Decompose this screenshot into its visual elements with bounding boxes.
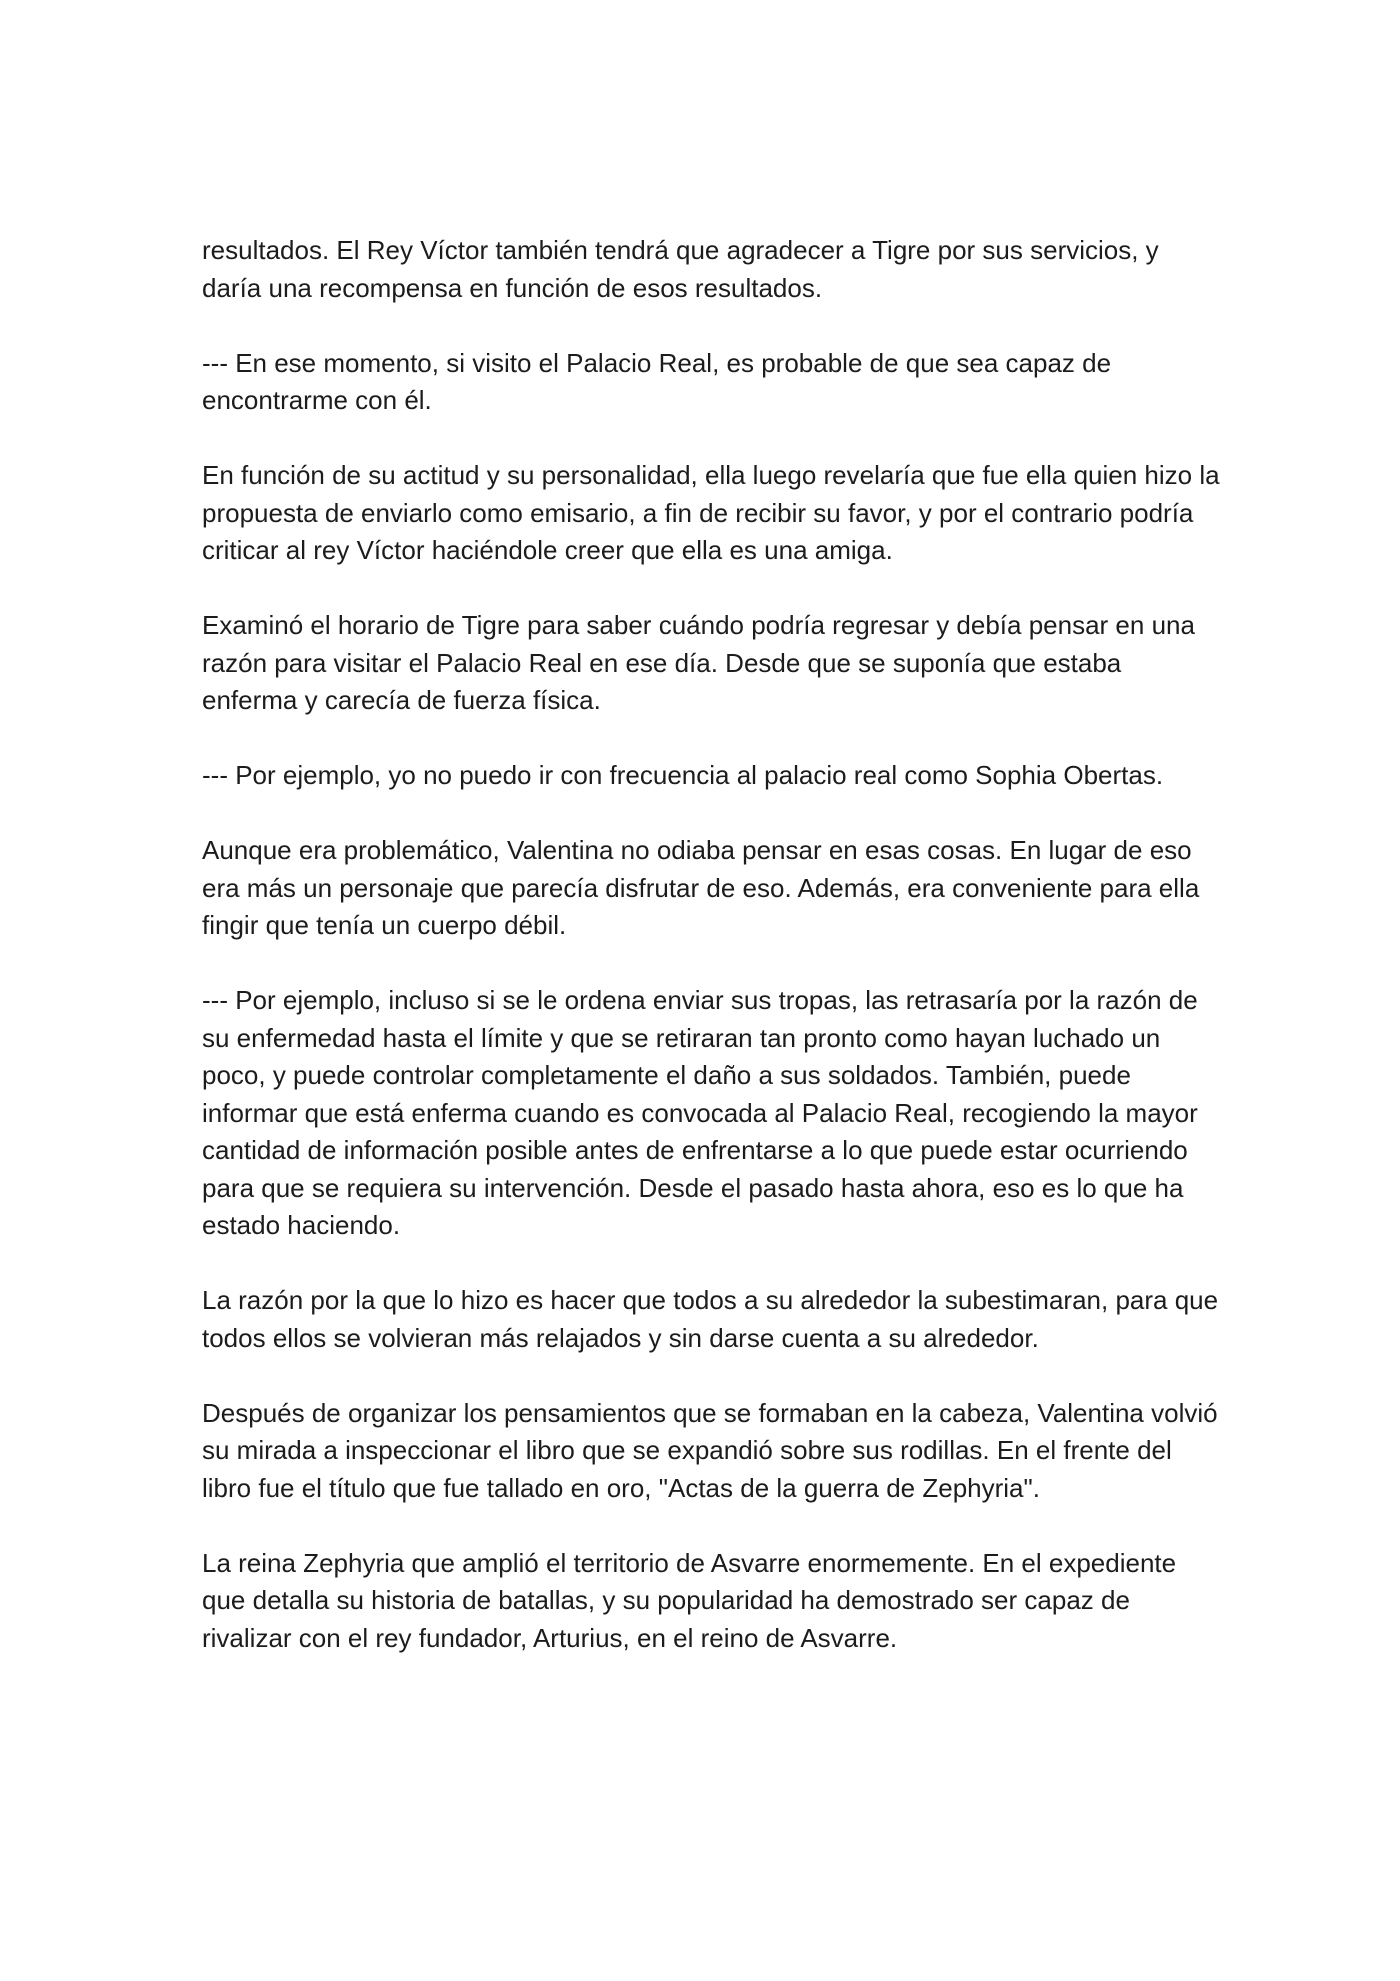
paragraph: Aunque era problemático, Valentina no odiaba pensar en esas cosas. En lugar de eso era más un personaje que parecía disfrutar de eso. Además, era conveniente para ella fingir que tenía un cuerpo débil. xyxy=(202,835,1200,940)
paragraph: Examinó el horario de Tigre para saber cuándo podría regresar y debía pensar en una razón para visitar el Palacio Real en ese día. Desde que se suponía que estaba enferma y carecía de fuerza física. xyxy=(202,610,1195,715)
paragraph: --- Por ejemplo, yo no puedo ir con frecuencia al palacio real como Sophia Obertas. xyxy=(202,760,1164,790)
paragraph: resultados. El Rey Víctor también tendrá que agradecer a Tigre por sus servicios, y daría una recompensa en función de esos resultados. xyxy=(202,235,1159,303)
paragraph: En función de su actitud y su personalidad, ella luego revelaría que fue ella quien hizo la propuesta de enviarlo como emisario, a fin de recibir su favor, y por el contrario podría criticar al rey Víctor haciéndole creer que ella es una amiga. xyxy=(202,460,1220,565)
paragraph: La razón por la que lo hizo es hacer que todos a su alrededor la subestimaran, para que todos ellos se volvieran más relajados y sin darse cuenta a su alrededor. xyxy=(202,1285,1219,1353)
document-text-body xyxy=(202,232,1222,1657)
paragraph: --- Por ejemplo, incluso si se le ordena enviar sus tropas, las retrasaría por la razón de su enfermedad hasta el límite y que se retiraran tan pronto como hayan luchado un poco, y puede controlar completamente el daño a sus soldados. También, puede informar que está enferma cuando es convocada al Palacio Real, recogiendo la mayor cantidad de información posible antes de enfrentarse a lo que puede estar ocurriendo para que se requiera su intervención. Desde el pasado hasta ahora, eso es lo que ha estado haciendo. xyxy=(202,985,1198,1240)
paragraph: --- En ese momento, si visito el Palacio Real, es probable de que sea capaz de encontrarme con él. xyxy=(202,347,1112,415)
paragraph: Después de organizar los pensamientos que se formaban en la cabeza, Valentina volvió su mirada a inspeccionar el libro que se expandió sobre sus rodillas. En el frente del libro fue el título que fue tallado en oro, "Actas de la guerra de Zephyria". xyxy=(202,1397,1218,1503)
paragraph: La reina Zephyria que amplió el territorio de Asvarre enormemente. En el expediente que detalla su historia de batallas, y su popularidad ha demostrado ser capaz de rivalizar con el rey fundador, Arturius, en el reino de Asvarre. xyxy=(202,1547,1177,1653)
